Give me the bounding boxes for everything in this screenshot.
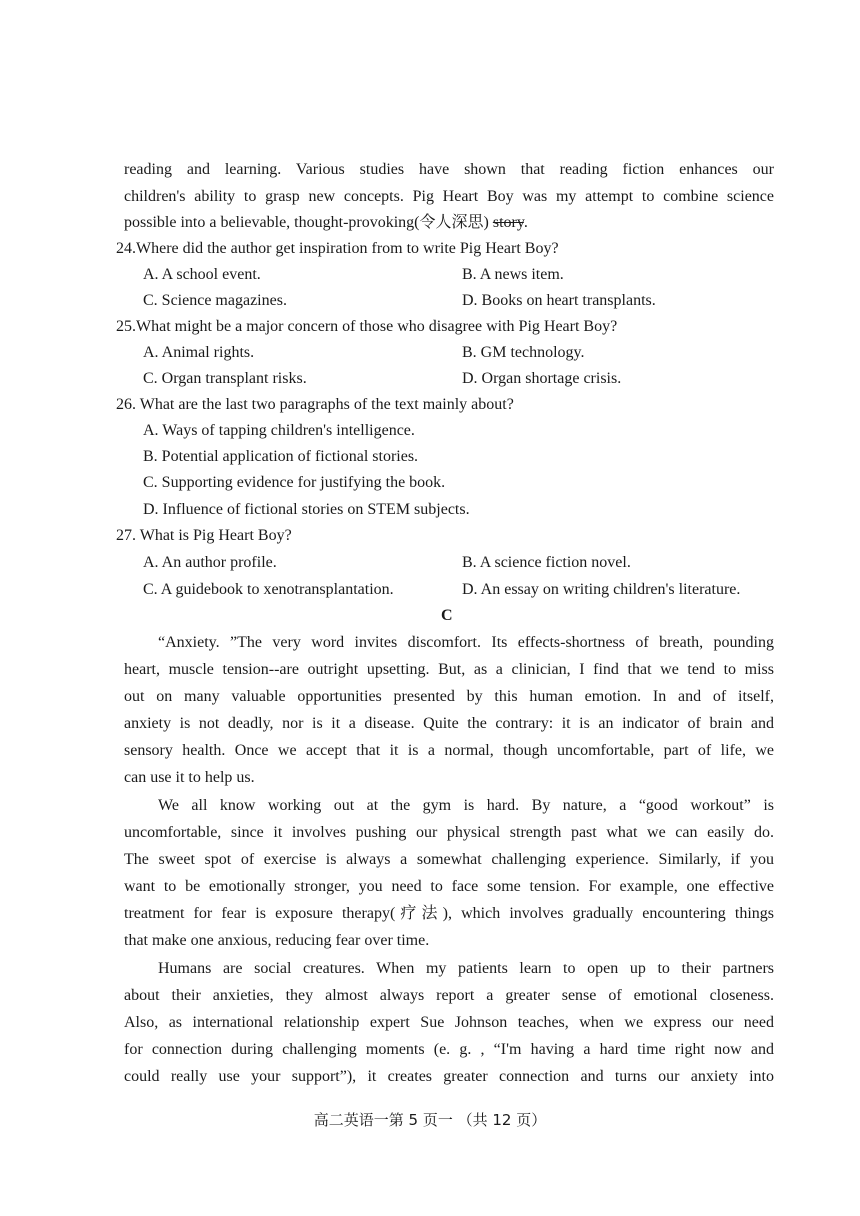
passage-line: Also, as international relationship expert Sue Johnson teaches, when we express our need: [124, 1014, 774, 1031]
question-27-stem: 27. What is Pig Heart Boy?: [116, 527, 292, 544]
passage-line: can use it to help us.: [124, 769, 255, 786]
page-footer: 高二英语一第 5 页一 （共 12 页）: [313, 1111, 547, 1129]
passage-line: want to be emotionally stronger, you need to face some tension. For example, one effective: [124, 878, 774, 895]
passage-line: Humans are social creatures. When my patients learn to open up to their partners: [158, 960, 774, 977]
section-heading: C: [441, 607, 453, 624]
question-25-option-a: A. Animal rights.: [143, 344, 255, 361]
passage-line: We all know working out at the gym is hard. By nature, a “good workout” is: [158, 797, 774, 814]
question-25-option-c: C. Organ transplant risks.: [143, 370, 307, 387]
passage-line: heart, muscle tension--are outright upsetting. But, as a clinician, I find that we tend to miss: [124, 661, 774, 678]
passage-line: sensory health. Once we accept that it is a normal, though uncomfortable, part of life, we: [124, 742, 774, 759]
question-27-option-b: B. A science fiction novel.: [462, 554, 631, 571]
question-26-option-c: C. Supporting evidence for justifying the book.: [143, 474, 446, 491]
question-24-option-b: B. A news item.: [462, 266, 564, 283]
passage-line: “Anxiety. ”The very word invites discomfort. Its effects-shortness of breath, pounding: [158, 634, 774, 651]
question-26-stem: 26. What are the last two paragraphs of the text mainly about?: [116, 396, 514, 413]
passage-line: treatment for fear is exposure therapy(疗法), which involves gradually encountering things: [124, 905, 774, 922]
question-26-option-b: B. Potential application of fictional stories.: [143, 448, 419, 465]
passage-line: uncomfortable, since it involves pushing our physical strength past what we can easily do.: [124, 824, 774, 841]
passage-line: out on many valuable opportunities presented by this human emotion. In and of itself,: [124, 688, 774, 705]
passage-line: anxiety is not deadly, nor is it a disease. Quite the contrary: it is an indicator of brain and: [124, 715, 774, 732]
passage-line: [124, 213, 774, 233]
question-24-stem: 24.Where did the author get inspiration from to write Pig Heart Boy?: [116, 240, 559, 257]
passage-text: .: [523, 214, 528, 231]
passage-line: that make one anxious, reducing fear over time.: [124, 932, 430, 949]
passage-line: could really use your support”), it creates greater connection and turns our anxiety into: [124, 1068, 774, 1085]
passage-text: possible into a believable, thought-provoking(令人深思): [124, 214, 493, 231]
passage-line: about their anxieties, they almost always report a greater sense of emotional closeness.: [124, 987, 774, 1004]
struck-word: story: [492, 214, 524, 231]
question-27-option-c: C. A guidebook to xenotransplantation.: [143, 581, 394, 598]
question-25-option-b: B. GM technology.: [462, 344, 585, 361]
question-26-option-a: A. Ways of tapping children's intelligence.: [143, 422, 415, 439]
question-27-option-a: A. An author profile.: [143, 554, 277, 571]
question-24-option-a: A. A school event.: [143, 266, 261, 283]
passage-line: reading and learning. Various studies have shown that reading fiction enhances our: [124, 161, 774, 178]
question-26-option-d: D. Influence of fictional stories on STEM subjects.: [143, 501, 470, 518]
question-24-option-c: C. Science magazines.: [143, 292, 287, 309]
passage-line: children's ability to grasp new concepts. Pig Heart Boy was my attempt to combine science: [124, 188, 774, 205]
passage-line: for connection during challenging moments (e. g. , “I'm having a hard time right now and: [124, 1041, 774, 1058]
question-24-option-d: D. Books on heart transplants.: [462, 292, 656, 309]
question-25-stem: 25.What might be a major concern of those who disagree with Pig Heart Boy?: [116, 318, 618, 335]
question-25-option-d: D. Organ shortage crisis.: [462, 370, 622, 387]
question-27-option-d: D. An essay on writing children's literature.: [462, 581, 741, 598]
passage-line: The sweet spot of exercise is always a somewhat challenging experience. Similarly, if you: [124, 851, 774, 868]
